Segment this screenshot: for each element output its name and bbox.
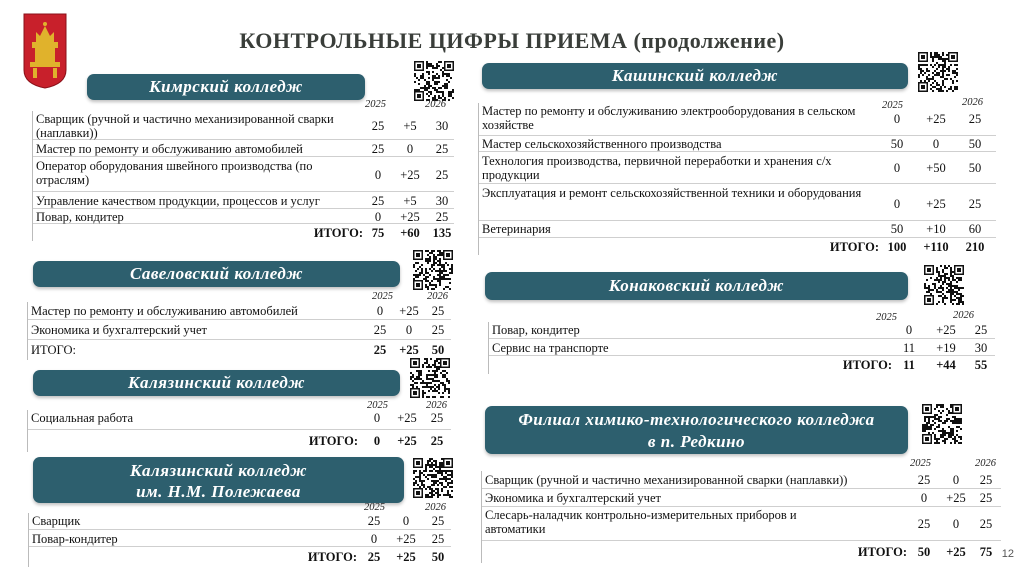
college-banner-savelovo: Савеловский колледж bbox=[33, 261, 400, 287]
table-row: Мастер сельскохозяйственного производства 50 0 50 bbox=[479, 136, 996, 152]
table-row: Повар-кондитер 0 +25 25 bbox=[29, 530, 451, 547]
year-2026: 2026 bbox=[975, 458, 996, 469]
table-redkino bbox=[481, 471, 1001, 563]
college-banner-kashin: Кашинский колледж bbox=[482, 63, 908, 89]
year-2025: 2025 bbox=[882, 100, 903, 111]
year-2025: 2025 bbox=[367, 400, 388, 411]
college-banner-kimry: Кимрский колледж bbox=[87, 74, 365, 100]
table-total-row: ИТОГО: 25 +25 50 bbox=[31, 343, 445, 357]
table-total-row: ИТОГО: 11 +44 55 bbox=[842, 358, 988, 372]
page-title: КОНТРОЛЬНЫЕ ЦИФРЫ ПРИЕМА (продолжение) bbox=[239, 28, 785, 53]
table-total-row: ИТОГО: 100 +110 210 bbox=[829, 240, 985, 254]
table-row: Эксплуатация и ремонт сельскохозяйственной техники и оборудования 0 +25 25 bbox=[479, 184, 996, 221]
year-2026: 2026 bbox=[953, 310, 974, 321]
year-2025: 2025 bbox=[364, 502, 385, 513]
college-banner-konakovo: Конаковский колледж bbox=[485, 272, 908, 300]
table-row: Ветеринария 50 +10 60 bbox=[479, 221, 996, 238]
year-2026: 2026 bbox=[427, 291, 448, 302]
table-total-row: ИТОГО: 50 +25 75 bbox=[857, 545, 993, 559]
year-2025: 2025 bbox=[365, 99, 386, 110]
qr-code-icon bbox=[922, 404, 962, 444]
table-total-row: ИТОГО: 75 +60 135 bbox=[313, 226, 452, 240]
year-2025: 2025 bbox=[910, 458, 931, 469]
year-2026: 2026 bbox=[426, 400, 447, 411]
year-2025: 2025 bbox=[372, 291, 393, 302]
qr-code-icon bbox=[413, 250, 453, 290]
table-konakovo bbox=[488, 322, 995, 374]
page-number: 12 bbox=[1001, 548, 1014, 560]
table-row: Сварщик (ручной и частично механизированной сварки (наплавки)) 25 0 25 bbox=[482, 471, 1001, 489]
table-row: Сварщик 25 0 25 bbox=[29, 513, 451, 530]
qr-code-icon bbox=[918, 52, 958, 92]
table-row: Повар, кондитер 0 +25 25 bbox=[33, 209, 454, 224]
table-kalyazin bbox=[27, 410, 451, 452]
table-row: Повар, кондитер 0 +25 25 bbox=[489, 322, 995, 339]
table-savelovo bbox=[27, 302, 451, 360]
year-2026: 2026 bbox=[425, 99, 446, 110]
table-kalyazin-polezhaev bbox=[28, 513, 451, 567]
year-2025: 2025 bbox=[876, 312, 897, 323]
table-total-row: ИТОГО: 0 +25 25 bbox=[308, 434, 444, 448]
table-row: Мастер по ремонту и обслуживанию электрооборудования в сельском хозяйстве 0 +25 25 bbox=[479, 103, 996, 136]
table-kashin bbox=[478, 103, 996, 255]
table-row: Экономика и бухгалтерский учет 25 0 25 bbox=[28, 320, 451, 340]
table-row: Мастер по ремонту и обслуживанию автомобилей 0 +25 25 bbox=[28, 302, 451, 320]
table-row: Оператор оборудования швейного производства (по отраслям) 0 +25 25 bbox=[33, 157, 454, 192]
table-row: Экономика и бухгалтерский учет 0 +25 25 bbox=[482, 489, 1001, 507]
table-total-row: ИТОГО: 25 +25 50 bbox=[307, 550, 445, 564]
college-banner-kalyazin: Калязинский колледж bbox=[33, 370, 400, 396]
table-row: Технология производства, первичной переработки и хранения с/х продукции 0 +50 50 bbox=[479, 152, 996, 184]
table-row: Социальная работа 0 +25 25 bbox=[28, 410, 451, 430]
qr-code-icon bbox=[413, 458, 453, 498]
college-banner-redkino: Филиал химико-технологического колледжа в п. Редкино bbox=[485, 406, 908, 454]
college-banner-kalyazin-polezhaev: Калязинский колледж им. Н.М. Полежаева bbox=[33, 457, 404, 503]
qr-code-icon bbox=[410, 358, 450, 398]
qr-code-icon bbox=[924, 265, 964, 305]
table-kimry bbox=[32, 111, 454, 241]
table-row: Слесарь-наладчик контрольно-измерительных приборов и автоматики 25 0 25 bbox=[482, 507, 1001, 541]
table-row: Сервис на транспорте 11 +19 30 bbox=[489, 339, 995, 356]
table-row: Управление качеством продукции, процессов и услуг 25 +5 30 bbox=[33, 192, 454, 209]
qr-code-icon bbox=[414, 61, 454, 101]
year-2026: 2026 bbox=[425, 502, 446, 513]
table-row: Сварщик (ручной и частично механизированной сварки (наплавки)) 25 +5 30 bbox=[33, 111, 454, 140]
year-2026: 2026 bbox=[962, 97, 983, 108]
table-row: Мастер по ремонту и обслуживанию автомобилей 25 0 25 bbox=[33, 140, 454, 157]
